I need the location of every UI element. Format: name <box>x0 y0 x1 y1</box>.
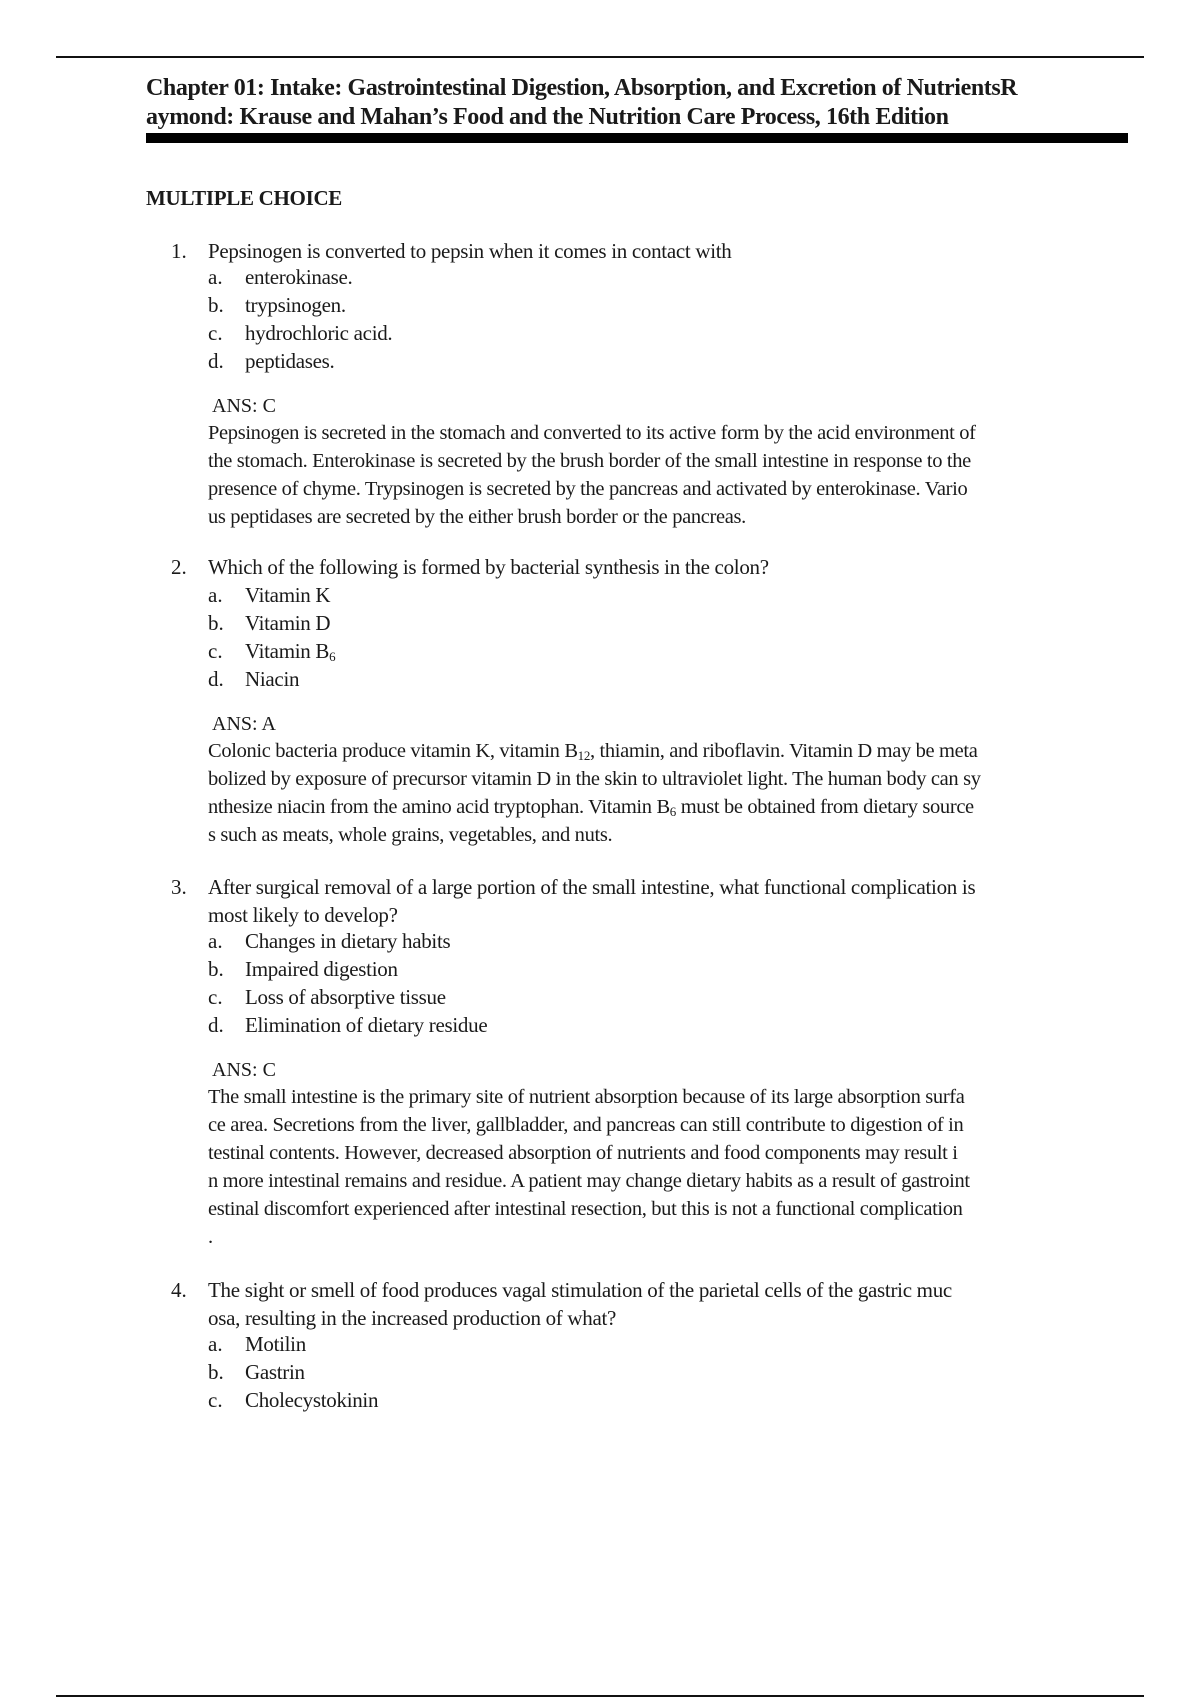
option-letter: a. <box>208 265 223 289</box>
rationale-line: bolized by exposure of precursor vitamin D in the skin to ultraviolet light. The human body can sy <box>208 768 981 790</box>
option-text: Cholecystokinin <box>245 1388 379 1412</box>
option-list <box>208 263 1008 375</box>
option-letter: a. <box>208 1332 223 1356</box>
option-b <box>208 955 1008 983</box>
question-number: 4. <box>171 1278 187 1302</box>
question-stem <box>208 1276 1108 1332</box>
question-stem <box>208 873 1108 929</box>
option-letter: c. <box>208 985 223 1009</box>
option-list <box>208 927 1008 1039</box>
rationale <box>208 737 1123 849</box>
rationale-line: us peptidases are secreted by the either brush border or the pancreas. <box>208 506 746 528</box>
bottom-rule <box>56 1695 1144 1697</box>
option-text: Vitamin D <box>245 611 331 635</box>
rationale-text: Colonic bacteria produce vitamin K, vitamin B <box>208 740 578 762</box>
option-a <box>208 1330 1008 1358</box>
rationale-text: nthesize niacin from the amino acid tryptophan. Vitamin B <box>208 796 670 818</box>
question-number: 3. <box>171 875 187 899</box>
option-a <box>208 581 1008 609</box>
option-text: Elimination of dietary residue <box>245 1013 488 1037</box>
option-b <box>208 609 1008 637</box>
option-a <box>208 927 1008 955</box>
option-list <box>208 1330 1008 1414</box>
option-letter: b. <box>208 293 224 317</box>
title-line-1: Chapter 01: Intake: Gastrointestinal Digestion, Absorption, and Excretion of NutrientsR <box>146 75 1018 101</box>
stem-line: osa, resulting in the increased production of what? <box>208 1306 617 1330</box>
option-letter: a. <box>208 583 223 607</box>
rationale-subscript: 12 <box>577 748 590 763</box>
option-a <box>208 263 1008 291</box>
question-number: 1. <box>171 239 187 263</box>
option-letter: c. <box>208 1388 223 1412</box>
option-letter: a. <box>208 929 223 953</box>
rationale-line: testinal contents. However, decreased absorption of nutrients and food components may result i <box>208 1142 958 1164</box>
option-text: peptidases. <box>245 349 335 373</box>
option-letter: b. <box>208 1360 224 1384</box>
option-text: Niacin <box>245 667 300 691</box>
page-title <box>146 74 1136 132</box>
rationale-line <box>208 737 1123 765</box>
option-c <box>208 319 1008 347</box>
option-b <box>208 291 1008 319</box>
option-text: Vitamin K <box>245 583 331 607</box>
option-d <box>208 665 1008 693</box>
rationale-line: s such as meats, whole grains, vegetables, and nuts. <box>208 824 613 846</box>
option-text: Motilin <box>245 1332 306 1356</box>
stem-line: most likely to develop? <box>208 903 398 927</box>
option-text: trypsinogen. <box>245 293 346 317</box>
stem-line: The sight or smell of food produces vagal stimulation of the parietal cells of the gastric muc <box>208 1278 952 1302</box>
rationale-text: must be obtained from dietary source <box>675 796 974 818</box>
option-text: Loss of absorptive tissue <box>245 985 446 1009</box>
top-rule <box>56 56 1144 58</box>
option-letter: b. <box>208 611 224 635</box>
option-c <box>208 1386 1008 1414</box>
option-letter: d. <box>208 349 224 373</box>
rationale-line <box>208 793 1123 821</box>
rationale-line: . <box>208 1226 213 1248</box>
option-letter: c. <box>208 639 223 663</box>
question-stem: Pepsinogen is converted to pepsin when it comes in contact with <box>208 239 732 263</box>
rationale-line: estinal discomfort experienced after intestinal resection, but this is not a functional complication <box>208 1198 963 1220</box>
rationale-subscript: 6 <box>669 804 676 819</box>
option-letter: d. <box>208 1013 224 1037</box>
option-text <box>245 637 335 665</box>
rationale-line: n more intestinal remains and residue. A patient may change dietary habits as a result of gastroint <box>208 1170 970 1192</box>
option-text: Gastrin <box>245 1360 305 1384</box>
rationale-line: The small intestine is the primary site of nutrient absorption because of its large absorption surfa <box>208 1086 965 1108</box>
option-c <box>208 637 1008 665</box>
rationale-line: presence of chyme. Trypsinogen is secreted by the pancreas and activated by enterokinase. Vario <box>208 478 968 500</box>
answer-key: ANS: A <box>212 713 276 735</box>
question-number: 2. <box>171 555 187 579</box>
option-c <box>208 983 1008 1011</box>
option-text: Changes in dietary habits <box>245 929 451 953</box>
option-letter: b. <box>208 957 224 981</box>
rationale-text: , thiamin, and riboflavin. Vitamin D may be meta <box>589 740 978 762</box>
title-underline-bar <box>146 133 1128 143</box>
section-heading: MULTIPLE CHOICE <box>146 186 343 210</box>
rationale <box>208 1083 1123 1251</box>
title-line-2: aymond: Krause and Mahan’s Food and the Nutrition Care Process, 16th Edition <box>146 104 949 130</box>
option-letter: c. <box>208 321 223 345</box>
option-d <box>208 1011 1008 1039</box>
option-b <box>208 1358 1008 1386</box>
option-text: hydrochloric acid. <box>245 321 393 345</box>
stem-line: After surgical removal of a large portion of the small intestine, what functional complication is <box>208 875 976 899</box>
option-list <box>208 581 1008 693</box>
question-stem: Which of the following is formed by bacterial synthesis in the colon? <box>208 555 769 579</box>
option-text: enterokinase. <box>245 265 353 289</box>
rationale-line: Pepsinogen is secreted in the stomach and converted to its active form by the acid environment of <box>208 422 976 444</box>
option-text-main: Vitamin B <box>245 639 330 663</box>
rationale-line: ce area. Secretions from the liver, gallbladder, and pancreas can still contribute to digestion of in <box>208 1114 964 1136</box>
option-subscript: 6 <box>329 649 336 664</box>
rationale-line: the stomach. Enterokinase is secreted by the brush border of the small intestine in response to the <box>208 450 971 472</box>
answer-key: ANS: C <box>212 1059 276 1081</box>
option-d <box>208 347 1008 375</box>
rationale <box>208 419 1123 531</box>
answer-key: ANS: C <box>212 395 276 417</box>
option-text: Impaired digestion <box>245 957 398 981</box>
option-letter: d. <box>208 667 224 691</box>
